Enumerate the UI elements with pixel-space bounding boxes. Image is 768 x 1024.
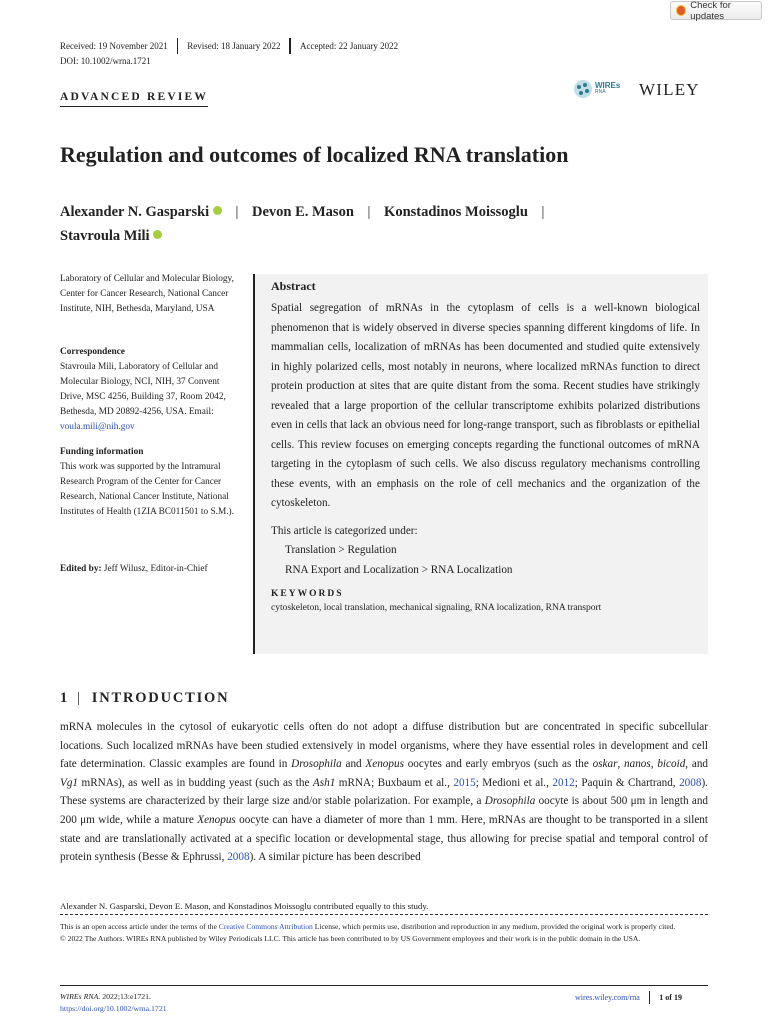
correspondence: Correspondence Stavroula Mili, Laboratory of Cellular and Molecular Biology, NCI, NIH, 37 Convent Drive, MSC 4256, Building 37, Room 2042, Bethesda, MD 20892-4256, USA. Email: voula.mili@nih.gov: [60, 345, 245, 435]
categorized-label: This article is categorized under:: [271, 524, 418, 537]
author-name[interactable]: Stavroula Mili: [60, 228, 150, 244]
orcid-icon[interactable]: [153, 230, 162, 239]
category-item: Translation > Regulation: [285, 544, 397, 556]
abstract-text: Spatial segregation of mRNAs in the cytoplasm of cells is a well-known biological phenomenon that is widely observed in diverse species spanning different kingdoms of life. In mammalian cells, localization of mRNAs has been documented and studied quite extensively in highly polarized cells, most notably in neurons, where localized mRNAs function to direct protein production at sites that are quite distant from the soma. Recent studies have strikingly revealed that a large proportion of the cellular transcriptome exhibits polarized distributions even in cells that lack an obvious need for long-range transport, such as fibroblasts or epithelial cells. This review focuses on emerging concepts regarding the functional outcomes of mRNA targeting in the cytoplasm of such cells. We also discuss regulatory mechanisms controlling these events, with an emphasis on the role of cell mechanics and the organization of the cytoskeleton.: [271, 302, 700, 509]
crossmark-icon: [676, 5, 686, 16]
edited-by: Edited by: Jeff Wilusz, Editor-in-Chief: [60, 564, 208, 574]
author-list: Alexander N. Gasparski | Devon E. Mason | Konstadinos Moissoglu | Stavroula Mili: [60, 204, 545, 244]
equal-contribution-note: Alexander N. Gasparski, Devon E. Mason, and Konstadinos Moissoglu contributed equally to this study.: [60, 901, 429, 911]
article-dates: [60, 38, 398, 54]
footer-citation: WIREs RNA. 2022;13:e1721. https://doi.org/10.1002/wrna.1721: [60, 992, 167, 1013]
article-title: Regulation and outcomes of localized RNA translation: [60, 142, 569, 167]
cc-license-link[interactable]: Creative Commons Attribution: [218, 922, 313, 931]
footer-right: [575, 991, 682, 1004]
author-name[interactable]: Alexander N. Gasparski: [60, 204, 210, 220]
page-number: 1 of 19: [659, 993, 682, 1002]
keywords: cytoskeleton, local translation, mechanical signaling, RNA localization, RNA transport: [271, 603, 602, 613]
revised-date: Revised: 18 January 2022: [187, 41, 281, 51]
citation-link[interactable]: 2015: [453, 776, 476, 789]
copyright-note: © 2022 The Authors. WIREs RNA published by Wiley Periodicals LLC. This article has been contributed to by US Government employees and their work is in the public domain in the USA.: [60, 934, 641, 943]
category-item: RNA Export and Localization > RNA Localization: [285, 563, 513, 576]
orcid-icon[interactable]: [213, 206, 222, 215]
wires-logo-text: WIREs RNA: [595, 81, 621, 95]
doi-link[interactable]: https://doi.org/10.1002/wrna.1721: [60, 1004, 167, 1013]
citation-link[interactable]: 2008: [679, 776, 702, 789]
citation-link[interactable]: 2012: [552, 776, 575, 789]
section-heading: 1 | INTRODUCTION: [60, 690, 230, 706]
funding-info: [60, 445, 245, 520]
article-type: ADVANCED REVIEW: [60, 91, 208, 107]
divider: [177, 38, 179, 54]
journal-logo: [572, 79, 620, 99]
divider: [289, 38, 291, 54]
categories: [271, 522, 700, 581]
author-name[interactable]: Devon E. Mason: [251, 204, 354, 220]
footnote-divider: [60, 914, 708, 915]
author-name[interactable]: Konstadinos Moissoglu: [384, 204, 528, 220]
journal-site-link[interactable]: wires.wiley.com/rna: [575, 993, 640, 1002]
check-for-updates-button[interactable]: [670, 1, 762, 20]
abstract-heading: Abstract: [271, 279, 316, 293]
keywords-heading: KEYWORDS: [271, 589, 344, 599]
correspondence-text: Stavroula Mili, Laboratory of Cellular and Molecular Biology, NCI, NIH, 37 Convent Drive, MSC 4256, Building 37, Room 2042, Bethesda, MD 20892-4256, USA.: [60, 362, 226, 417]
email-link[interactable]: voula.mili@nih.gov: [60, 422, 135, 432]
intro-paragraph: mRNA molecules in the cytosol of eukaryotic cells often do not adopt a diffuse distribution but are concentrated in specific subcellular locations. Such localized mRNAs have been studied extensively in model organisms, where they have essential roles in development and cell fate determination. Classic examples are found in Drosophila and Xenopus oocytes and early embryos (such as the oskar, nanos, bicoid, and Vg1 mRNAs), as well as in budding yeast (such as the Ash1 mRNA; Buxbaum et al., 2015; Medioni et al., 2012; Paquin & Chartrand, 2008). These systems are characterized by their large size and/or stable polarization. For example, a Drosophila oocyte is about 500 μm in length and 200 μm wide, while a mature Xenopus oocyte can have a diameter of more than 1 mm. Here, mRNAs are thought to be transported in a silent state and are translationally activated at a specific location or developmental stage, thus allowing for precise spatial and temporal control of protein synthesis (Besse & Ephrussi, 2008). A similar picture has been described: [60, 721, 709, 864]
correspondence-heading: Correspondence: [60, 347, 125, 357]
check-for-updates-label: Check for updates: [690, 0, 731, 22]
abstract-box: [253, 274, 708, 654]
wires-logo-icon: [572, 79, 594, 99]
received-date: Received: 19 November 2021: [60, 41, 168, 51]
funding-text: This work was supported by the Intramural Research Program of the Center for Cancer Research, National Cancer Institute, National Institutes of Health (1ZIA BC011501 to S.M.).: [60, 462, 234, 517]
accepted-date: Accepted: 22 January 2022: [299, 41, 399, 51]
citation-link[interactable]: 2008: [227, 851, 250, 864]
affiliation: Laboratory of Cellular and Molecular Biology, Center for Cancer Research, National Cancer Institute, NIH, Bethesda, Maryland, USA: [60, 274, 234, 314]
funding-heading: Funding information: [60, 447, 144, 457]
footer-divider: [60, 985, 708, 986]
publisher-logo: WILEY: [639, 80, 700, 99]
divider: [649, 991, 651, 1004]
license-note: This is an open access article under the terms of the Creative Commons Attribution License, which permits use, distribution and reproduction in any medium, provided the original work is properly cited. © 2022 The Authors. WIREs RNA published by Wiley Periodicals LLC. This article has been contributed to by US Government employees and their work is in the public domain in the USA.: [60, 922, 676, 943]
article-doi: DOI: 10.1002/wrna.1721: [60, 56, 151, 66]
